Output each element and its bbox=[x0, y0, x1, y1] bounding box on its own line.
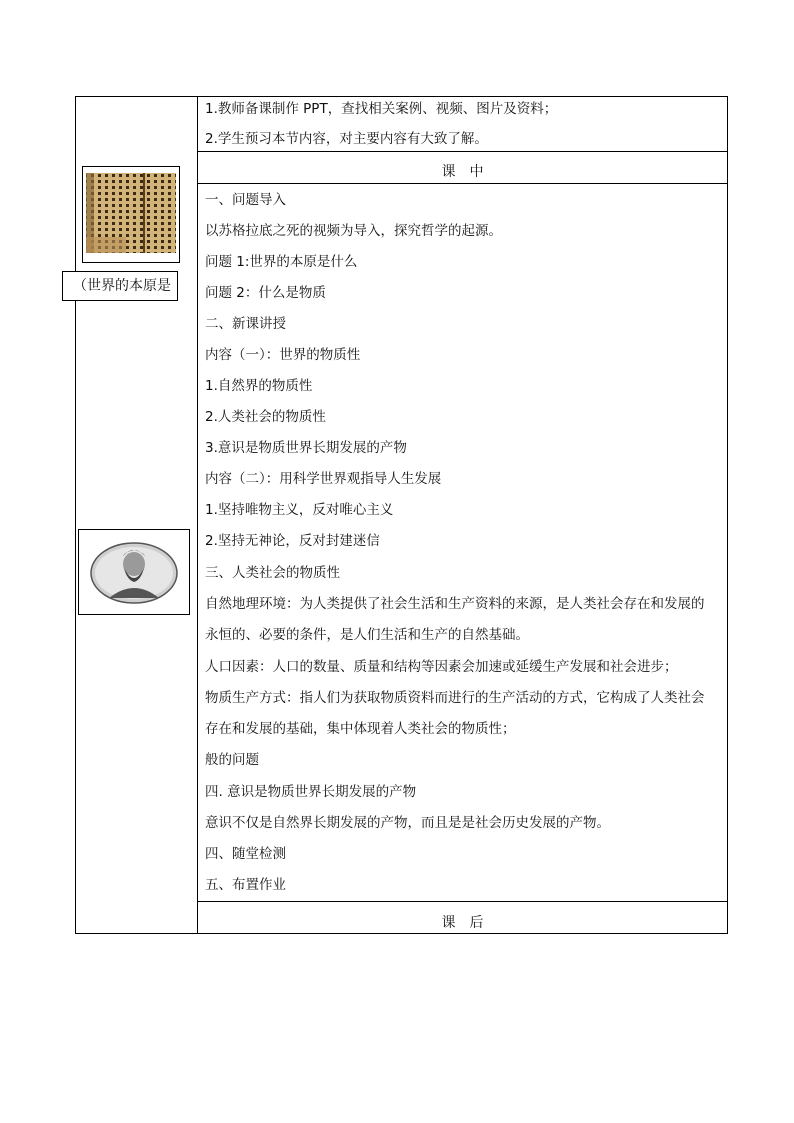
philosopher-portrait-image bbox=[79, 530, 189, 614]
body-line: 人口因素：人口的数量、质量和结构等因素会加速或延缓生产发展和社会进步； bbox=[205, 659, 678, 675]
body-line: 一、问题导入 bbox=[205, 192, 286, 208]
body-line: 2.人类社会的物质性 bbox=[205, 409, 326, 425]
body-line: 五、布置作业 bbox=[205, 877, 286, 893]
lesson-plan-table bbox=[75, 96, 728, 934]
body-line: 内容（一）：世界的物质性 bbox=[205, 347, 361, 363]
section-header-after: 课 后 bbox=[441, 915, 484, 931]
manuscript-image bbox=[83, 167, 179, 262]
body-line: 存在和发展的基础，集中体现着人类社会的物质性； bbox=[205, 721, 516, 737]
left-caption: （世界的本原是 bbox=[73, 278, 171, 294]
right-column bbox=[198, 97, 727, 933]
body-line: 四、随堂检测 bbox=[205, 846, 286, 862]
prep-line-1: 1.教师备课制作 PPT，查找相关案例、视频、图片及资料； bbox=[205, 101, 558, 117]
body-line: 1.坚持唯物主义，反对唯心主义 bbox=[205, 502, 394, 518]
left-column bbox=[73, 97, 198, 933]
body-line: 2.坚持无神论，反对封建迷信 bbox=[205, 533, 380, 549]
body-line: 内容（二）：用科学世界观指导人生发展 bbox=[205, 471, 442, 487]
body-line: 四. 意识是物质世界长期发展的产物 bbox=[205, 784, 417, 800]
portrait-image-frame bbox=[78, 529, 190, 615]
divider bbox=[198, 901, 727, 902]
body-line: 1.自然界的物质性 bbox=[205, 378, 313, 394]
body-line: 问题 1:世界的本原是什么 bbox=[205, 254, 358, 270]
body-line: 问题 2：什么是物质 bbox=[205, 285, 326, 301]
body-line: 般的问题 bbox=[205, 752, 259, 768]
left-caption-box bbox=[62, 271, 178, 301]
divider bbox=[198, 151, 727, 152]
body-line: 3.意识是物质世界长期发展的产物 bbox=[205, 440, 407, 456]
body-line: 意识不仅是自然界长期发展的产物，而且是是社会历史发展的产物。 bbox=[205, 815, 610, 831]
body-line: 物质生产方式：指人们为获取物质资料而进行的生产活动的方式，它构成了人类社会 bbox=[205, 690, 705, 706]
body-line: 永恒的、必要的条件，是人们生活和生产的自然基础。 bbox=[205, 627, 529, 643]
manuscript-image-frame bbox=[82, 166, 180, 263]
divider bbox=[198, 183, 727, 184]
prep-line-2: 2.学生预习本节内容，对主要内容有大致了解。 bbox=[205, 131, 488, 147]
body-line: 自然地理环境：为人类提供了社会生活和生产资料的来源，是人类社会存在和发展的 bbox=[205, 596, 705, 612]
section-header-middle: 课 中 bbox=[441, 164, 484, 180]
body-line: 以苏格拉底之死的视频为导入，探究哲学的起源。 bbox=[205, 223, 502, 239]
body-line: 三、人类社会的物质性 bbox=[205, 565, 340, 581]
body-line: 二、新课讲授 bbox=[205, 316, 286, 332]
